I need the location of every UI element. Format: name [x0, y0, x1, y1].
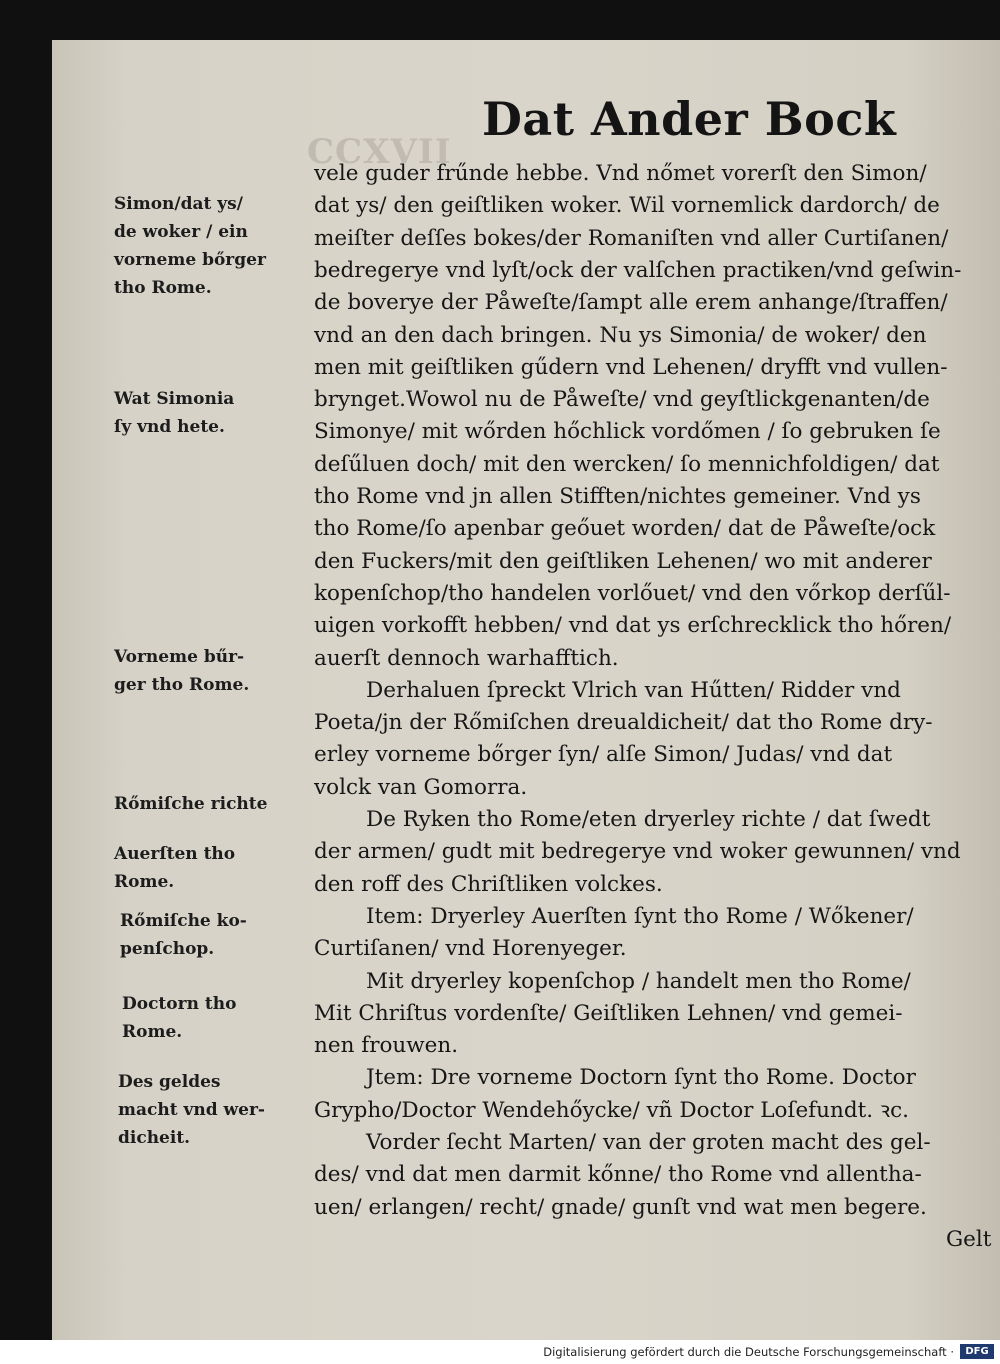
margin-note-line: Vorneme bűr- — [114, 647, 245, 667]
text-line: vele guder frűnde hebbe. Vnd nőmet vorerſt den Simon/ — [314, 161, 927, 186]
margin-note-line: Rome. — [122, 1022, 183, 1042]
text-line: deſűluen doch/ mit den wercken/ ſo mennichfoldigen/ dat — [314, 451, 940, 477]
text-line: Jtem: Dre vorneme Doctorn ſynt tho Rome. Doctor — [366, 1065, 916, 1091]
text-line: Vorder ſecht Marten/ van der groten macht des gel- — [366, 1130, 931, 1155]
text-line: tho Rome/ſo apenbar geőuet worden/ dat de Påweſte/ock — [314, 516, 936, 542]
margin-note-line: Wat Simonia — [114, 389, 235, 409]
text-line: Mit dryerley kopenſchop / handelt men tho Rome/ — [366, 968, 911, 994]
margin-note-line: penſchop. — [120, 939, 215, 959]
margin-note-line: Rőmiſche ko- — [120, 911, 247, 931]
margin-note — [114, 643, 249, 699]
margin-note — [114, 790, 267, 818]
text-line: kopenſchop/tho handelen vorlőuet/ vnd den vőrkop derſűl- — [314, 580, 951, 606]
margin-note — [118, 1068, 265, 1152]
text-line: men mit geiſtliken gűdern vnd Lehenen/ dryfft vnd vullen- — [314, 354, 948, 380]
text-line: nen frouwen. — [314, 1033, 459, 1059]
text-line: den Fuckers/mit den geiſtliken Lehenen/ wo mit anderer — [314, 548, 932, 574]
margin-note-line: Simon/dat ys/ — [114, 194, 243, 214]
text-line: uen/ erlangen/ recht/ gnade/ gunſt vnd wat men begere. — [314, 1194, 927, 1220]
bleed-through-text: CCXVII — [307, 132, 452, 172]
text-line: Simonye/ mit wőrden hőchlick vordőmen / ſo gebruken ſe — [314, 419, 941, 445]
margin-note-line: Rome. — [114, 872, 175, 892]
text-line: Item: Dryerley Auerſten ſynt tho Rome / Wőkener/ — [366, 903, 914, 929]
margin-note — [114, 840, 235, 896]
text-line: Derhaluen ſpreckt Vlrich van Hűtten/ Ridder vnd — [366, 677, 901, 703]
margin-note — [114, 385, 234, 441]
text-line: des/ vnd dat men darmit kőnne/ tho Rome vnd allentha- — [314, 1162, 922, 1188]
text-line: uigen vorkofft hebben/ vnd dat ys erſchrecklick tho hőren/ — [314, 613, 952, 639]
margin-note — [114, 190, 266, 302]
text-line: De Ryken tho Rome/eten dryerley richte / dat ſwedt — [366, 807, 931, 832]
text-line: Mit Chriſtus vordenſte/ Geiſtliken Lehnen/ vnd gemei- — [314, 1000, 903, 1026]
footer-bar — [0, 1340, 1000, 1364]
text-line: meiſter deſſes bokes/der Romaniſten vnd aller Curtiſanen/ — [314, 225, 949, 251]
book-page — [52, 40, 1000, 1340]
margin-note-line: dicheit. — [118, 1128, 191, 1148]
text-line: dat ys/ den geiſtliken woker. Wil vornemlick dardorch/ de — [314, 193, 940, 219]
margin-note — [122, 990, 236, 1046]
margin-note-line: ſy vnd hete. — [114, 417, 225, 437]
text-line: de boverye der Påweſte/ſampt alle erem anhange/ſtraffen/ — [314, 290, 948, 316]
dfg-logo: DFG — [960, 1344, 994, 1359]
margin-note-line: ger tho Rome. — [114, 675, 250, 695]
margin-note-line: Rőmiſche richte — [114, 794, 268, 814]
margin-note-line: Auerſten tho — [114, 844, 236, 864]
text-line: Poeta/jn der Rőmiſchen dreualdicheit/ dat tho Rome dry- — [314, 710, 933, 736]
margin-note-line: Des geldes — [118, 1072, 221, 1092]
margin-note-line: vorneme bőrger — [114, 250, 266, 270]
text-line: Grypho/Doctor Wendehőycke/ vñ Doctor Loſefundt. ꝛc. — [314, 1097, 909, 1123]
text-line: tho Rome vnd jn allen Stifften/nichtes gemeiner. Vnd ys — [314, 484, 921, 509]
margin-note-line: macht vnd wer- — [118, 1100, 265, 1120]
margin-note-line: Doctorn tho — [122, 994, 237, 1014]
margin-note — [120, 907, 247, 963]
footer-credit: Digitalisierung gefördert durch die Deutsche Forschungsgemeinschaft · — [543, 1345, 954, 1359]
text-line: Curtiſanen/ vnd Horenyeger. — [314, 936, 627, 962]
margin-note-line: de woker / ein — [114, 222, 248, 242]
text-line: den roff des Chriſtliken volckes. — [314, 871, 663, 897]
text-line: volck van Gomorra. — [314, 774, 528, 800]
text-line: bedregerye vnd lyſt/ock der valſchen practiken/vnd geſwin- — [314, 257, 962, 283]
text-line: vnd an den dach bringen. Nu ys Simonia/ de woker/ den — [314, 322, 927, 348]
text-line: auerſt dennoch warhafftich. — [314, 645, 619, 671]
text-line: brynget.Wowol nu de Påweſte/ vnd geyſtlickgenanten/de — [314, 387, 930, 413]
text-line: der armen/ gudt mit bedregerye vnd woker gewunnen/ vnd — [314, 839, 961, 865]
running-header-title: Dat Ander Bock — [482, 92, 897, 146]
margin-note-line: tho Rome. — [114, 278, 212, 298]
text-line: erley vorneme bőrger ſyn/ alſe Simon/ Judas/ vnd dat — [314, 742, 893, 768]
text-line: Gelt — [946, 1226, 992, 1252]
